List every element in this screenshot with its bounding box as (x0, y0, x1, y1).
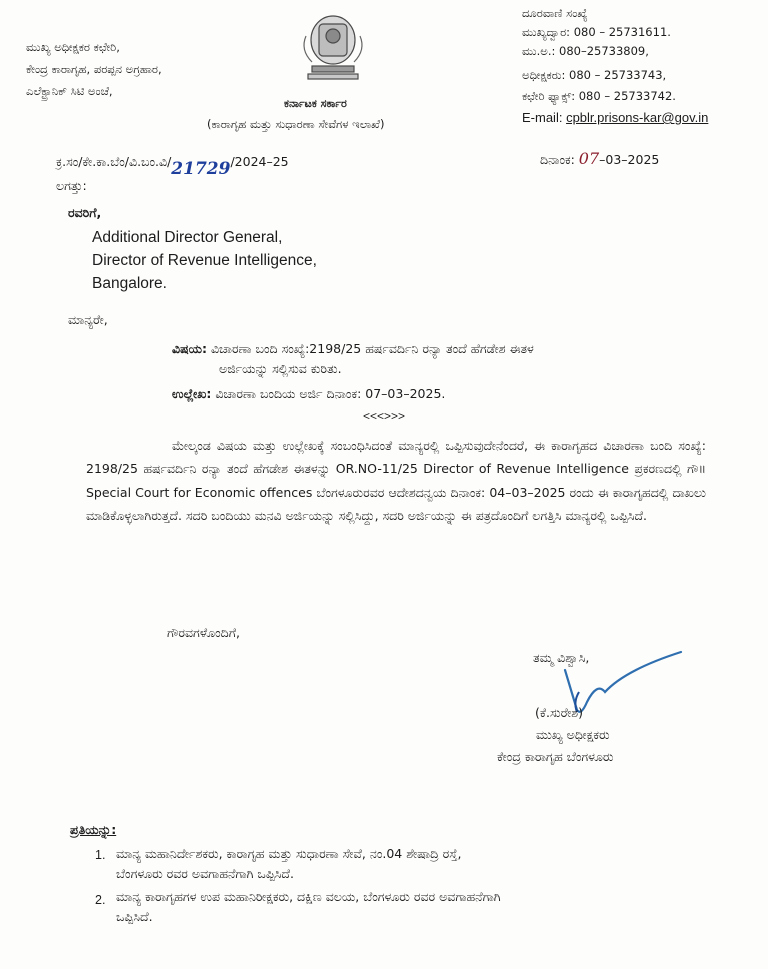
yours-faithfully: ತಮ್ಮ ವಿಶ್ವಾಸಿ, (533, 650, 590, 665)
subject-line-1 (172, 341, 534, 357)
copy-item-2-line-1: ಮಾನ್ಯ ಕಾರಾಗೃಹಗಳ ಉಪ ಮಹಾನಿರೀಕ್ಷಕರು, ದಕ್ಷಿಣ ವಲಯ, ಬೆಂಗಳೂರು ರವರ ಅವಗಾಹನೆಗಾಗಿ (116, 889, 501, 904)
phone-chief-superintendent: ಮು.ಅ.: 080–25733809, (522, 44, 649, 58)
reference-text: ವಿಚಾರಣಾ ಬಂದಿಯ ಅರ್ಜಿ ದಿನಾಂಕ: 07–03–2025. (215, 386, 446, 401)
office-address-line-3: ಎಲೆಕ್ಟ್ರಾನಿಕ್ ಸಿಟಿ ಅಂಚೆ, (26, 84, 113, 98)
copy-item-2-number: 2. (95, 893, 106, 907)
copies-label: ಪ್ರತಿಯನ್ನು: (70, 822, 117, 837)
enclosure-label: ಲಗತ್ತು: (56, 178, 87, 193)
date-label: ದಿನಾಂಕ: (540, 152, 575, 167)
closing: ಗೌರವಗಳೊಂದಿಗೆ, (167, 625, 240, 640)
copy-item-2-line-2: ಒಪ್ಪಿಸಿದೆ. (116, 909, 153, 924)
copy-item-1-line-2: ಬೆಂಗಳೂರು ರವರ ಅವಗಾಹನೆಗಾಗಿ ಒಪ್ಪಿಸಿದೆ. (116, 866, 294, 881)
karnataka-emblem-icon (294, 10, 372, 92)
phone-heading: ದೂರವಾಣಿ ಸಂಖ್ಯೆ (522, 6, 588, 20)
office-fax: ಕಛೇರಿ ಫ್ಯಾಕ್ಸ್: 080 – 25733742. (522, 89, 676, 103)
reference-number-year: /2024–25 (230, 154, 289, 169)
handwritten-reference-number: 21729 (171, 159, 231, 179)
salutation: ಮಾನ್ಯರೇ, (68, 312, 108, 327)
handwritten-date-day: 07 (578, 149, 600, 168)
department-subtitle: (ಕಾರಾಗೃಹ ಮತ್ತು ಸುಧಾರಣಾ ಸೇವೆಗಳ ಇಲಾಖೆ) (207, 117, 385, 131)
reference-label: ಉಲ್ಲೇಖ: (172, 386, 212, 401)
copy-item-1-number: 1. (95, 848, 106, 862)
copy-item-1-line-1: ಮಾನ್ಯ ಮಹಾನಿರ್ದೇಶಕರು, ಕಾರಾಗೃಹ ಮತ್ತು ಸುಧಾರಣಾ ಸೇವೆ, ನಂ.04 ಶೇಷಾದ್ರಿ ರಸ್ತೆ, (116, 846, 462, 861)
subject-line-2: ಅರ್ಜಿಯನ್ನು ಸಲ್ಲಿಸುವ ಕುರಿತು. (219, 361, 342, 376)
signatory-office: ಕೇಂದ್ರ ಕಾರಾಗೃಹ ಬೆಂಗಳೂರು (497, 749, 614, 764)
subject-label: ವಿಷಯ: (172, 341, 207, 356)
section-separator: <<<>>> (363, 409, 406, 423)
addressee-line-1: Additional Director General, (92, 229, 283, 246)
date-month-year: –03–2025 (599, 152, 660, 167)
addressee-line-2: Director of Revenue Intelligence, (92, 252, 317, 269)
letter-body: ಮೇಲ್ಕಂಡ ವಿಷಯ ಮತ್ತು ಉಲ್ಲೇಖಕ್ಕೆ ಸಂಬಂಧಿಸಿದಂತೆ ಮಾನ್ಯರಲ್ಲಿ ಒಪ್ಪಿಸುವುದೇನೆಂದರೆ, ಈ ಕಾರಾಗೃಹದ ವಿಚಾರಣಾ ಬಂದಿ ಸಂಖ್ಯೆ: 2198/25 ಹರ್ಷವರ್ದಿನಿ ರನ್ಯಾ ತಂದೆ ಹೆಗಡೇಶ ಈತಳನ್ನು OR.NO-11/25 Director of Revenue Intelligence ಪ್ರಕರಣದಲ್ಲಿ ಗೌ॥ Special Court for Economic offences ಬೆಂಗಳೂರುರವರ ಆದೇಶದನ್ವಯ ದಿನಾಂಕ: 04–03–2025 ರಂದು ಈ ಕಾರಾಗೃಹದಲ್ಲಿ ದಾಖಲು ಮಾಡಿಕೊಳ್ಳಲಾಗಿರುತ್ತದೆ. ಸದರಿ ಬಂದಿಯು ಮನವಿ ಅರ್ಜಿಯನ್ನು ಸಲ್ಲಿಸಿದ್ದು, ಸದರಿ ಅರ್ಜಿಯನ್ನು ಈ ಪತ್ರದೊಂದಿಗೆ ಲಗತ್ತಿಸಿ ಮಾನ್ಯರಲ್ಲಿ ಒಪ್ಪಿಸಿದೆ. (86, 438, 706, 523)
reference-number-prefix: ಕ್ರ.ಸಂ/ಕೇ.ಕಾ.ಬೆಂ/ವಿ.ಬಂ.ವಿ/ (56, 154, 172, 169)
phone-main-gate: ಮುಖ್ಯದ್ವಾರ: 080 – 25731611. (522, 25, 671, 39)
subject-text: ವಿಚಾರಣಾ ಬಂದಿ ಸಂಖ್ಯೆ:2198/25 ಹರ್ಷವರ್ದಿನಿ ರನ್ಯಾ ತಂದೆ ಹೆಗಡೇಶ ಈತಳ (210, 341, 534, 356)
letter-date (540, 149, 659, 168)
addressee-line-3: Bangalore. (92, 275, 167, 292)
addressee-label: ರವರಿಗೆ, (68, 205, 102, 220)
phone-superintendent: ಅಧೀಕ್ಷಕರು: 080 – 25733743, (522, 68, 667, 82)
email-line (522, 110, 708, 125)
government-title: ಕರ್ನಾಟಕ ಸರ್ಕಾರ (284, 97, 347, 110)
signatory-name: (ಕೆ.ಸುರೇಶ) (535, 705, 584, 720)
signatory-designation: ಮುಖ್ಯ ಅಧೀಕ್ಷಕರು (536, 727, 610, 742)
reference-line (172, 386, 445, 402)
reference-number (56, 151, 289, 179)
office-address-line-1: ಮುಖ್ಯ ಅಧೀಕ್ಷಕರ ಕಛೇರಿ, (26, 40, 120, 54)
email-address[interactable]: cpblr.prisons-kar@gov.in (566, 110, 709, 125)
office-address-line-2: ಕೇಂದ್ರ ಕಾರಾಗೃಹ, ಪರಪ್ಪನ ಅಗ್ರಹಾರ, (26, 62, 162, 76)
email-label: E-mail: (522, 110, 567, 125)
